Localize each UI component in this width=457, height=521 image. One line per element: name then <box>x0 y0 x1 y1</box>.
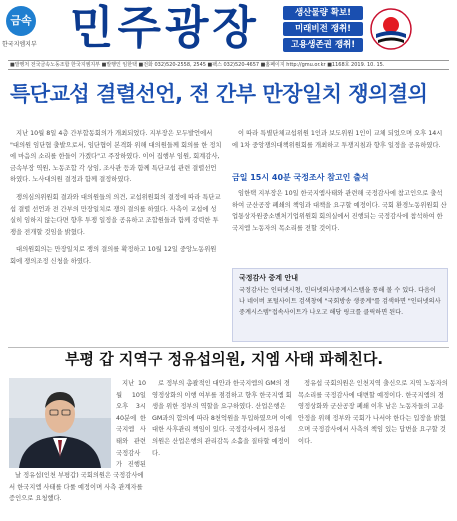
slogan-box <box>283 6 363 54</box>
section-subheading: 금일 15시 40분 국정조사 참고인 출석 <box>232 173 369 182</box>
article-column-5 <box>9 470 146 518</box>
emblem-icon <box>370 8 412 50</box>
union-logo <box>6 6 36 36</box>
paragraph: 로 정부의 총괄적인 대안과 한국지엠의 GM의 경영정상화의 이행 여부를 점검하고 향후 한국지엠 회생을 위한 정부의 역할을 요구하였다. 산업은행은 GM과의 합의에 따라 8천억원을 투입하였으며 이에 대한 사후관리 책임이 있다. 국정감사에서 정유섭 의원은 산업은행의 관리감독 소홀을 질타할 예정이다. <box>152 380 292 457</box>
slogan-1: 생산물량 확보! <box>283 6 363 20</box>
info-box-body: 국정감사는 인터넷시청, 인터넷의사중계시스템을 통해 볼 수 있다. 다음이나 네이버 포털사이트 검색창에 "국회방송 생중계"를 검색하면 "인터넷의사중계시스템"접속사이트가 나오고 해당 링크를 클릭하면 된다. <box>239 287 441 316</box>
broadcast-info-box <box>232 268 448 342</box>
article-column-4 <box>116 378 146 468</box>
paragraph: 대의원회의는 만장일치로 쟁의 결의를 확정하고 10월 12일 중앙노동위원회에 쟁의조정 신청을 하였다. <box>10 246 217 265</box>
paragraph: 날 정유섭(인천 부평갑) 국회의원은 국정감사에서 한국지엠 사태를 다룰 예정이며 사측 관계자를 증인으로 요청했다. <box>9 472 144 503</box>
article-column-3 <box>232 188 448 264</box>
main-headline: 특단교섭 결렬선언, 전 간부 만장일치 쟁의결의 <box>10 82 428 106</box>
article-column-6 <box>152 378 292 518</box>
paragraph: 임한택 지부장은 10일 한국지엠사태와 관련해 국정감사에 참고인으로 출석하여 군산공장 폐쇄의 책임과 대책을 요구할 예정이다. 국회 환경노동위원회 산업통상자원중소벤처기업위원회 회의실에서 진행되는 국정감사에 참석하여 한국지엠 노동자의 목소리를 전할 것이다. <box>232 190 447 232</box>
paragraph: 정유섭 국회의원은 인천지역 출신으로 지역 노동자의 목소리를 국정감사에 대변할 예정이다. 한국지엠의 경영정상화와 군산공장 폐쇄 이후 남은 노동자들의 고용안정을 위해 정부와 국회가 나서야 한다는 입장을 밝혔으며 국정감사에서 사측의 책임 있는 답변을 요구할 것이다. <box>298 380 448 445</box>
newsletter-title: 민주광장 <box>70 1 260 54</box>
article-column-1 <box>10 128 222 330</box>
publication-info: ■발행처 전국금속노동조합 한국지엠지부 ■발행인 임한택 ■전화 032)520-2558, 2545 ■팩스 032)520-4657 ■홈페이지 http://gmu.or.kr ■1168호 2019. 10. 15. <box>8 60 449 70</box>
slogan-2: 미래비전 쟁취! <box>283 22 363 36</box>
paragraph: 지난 10월 10일 오후 3시 40분에 한국지엠 사태와 관련 국정감사가 진행된 <box>116 380 146 468</box>
logo-subtitle: 한국지엠지부 <box>2 41 37 48</box>
slogan-3: 고용생존권 쟁취! <box>283 38 363 52</box>
lawmaker-photo <box>9 378 111 468</box>
masthead <box>0 0 457 58</box>
info-box-title: 국정감사 중계 안내 <box>239 274 298 282</box>
second-headline: 부평 갑 지역구 정유섭의원, 지엠 사태 파헤친다. <box>65 350 384 368</box>
paragraph: 쟁의심의위원회 결과와 대의원들의 의견, 교섭위원회의 결정에 따라 특단교섭 결렬 선언과 전 간부의 만장일치로 쟁의 결의를 하였다. 사측이 교섭에 성실히 임하지 않는다면 향후 투쟁 일정을 공유하고 조합원들과 함께 강력한 투쟁을 전개할 것임을 밝혔다. <box>10 193 221 236</box>
paragraph: 지난 10월 8일 4층 간부합동회의가 개최되었다. 지부장은 모두발언에서 "대의원 임단협 출발으로서, 임단협이 본격화 위해 대의원들께 회의를 한 정치에 마음의 소리를 한들이 가겠다"고 주장하였다. 이어 집행부 임원, 회계감사, 금속부장 역원, 노동조합 각 상임, 조사관 등과 함께 특단교섭 관련 결렬선언하였다. 노사대의원 결정과 함께 결정하였다. <box>10 130 222 184</box>
logo-text: 금속 <box>10 14 32 27</box>
paragraph: 이 따라 특별단체교섭위원 1인과 보도위원 1인이 교체 되었으며 오후 14시에 1차 중앙쟁의대책위원회를 개최하고 투쟁지침과 향후 일정을 공유하였다. <box>232 130 443 149</box>
article-column-7 <box>298 378 448 518</box>
article-column-2 <box>232 128 448 162</box>
